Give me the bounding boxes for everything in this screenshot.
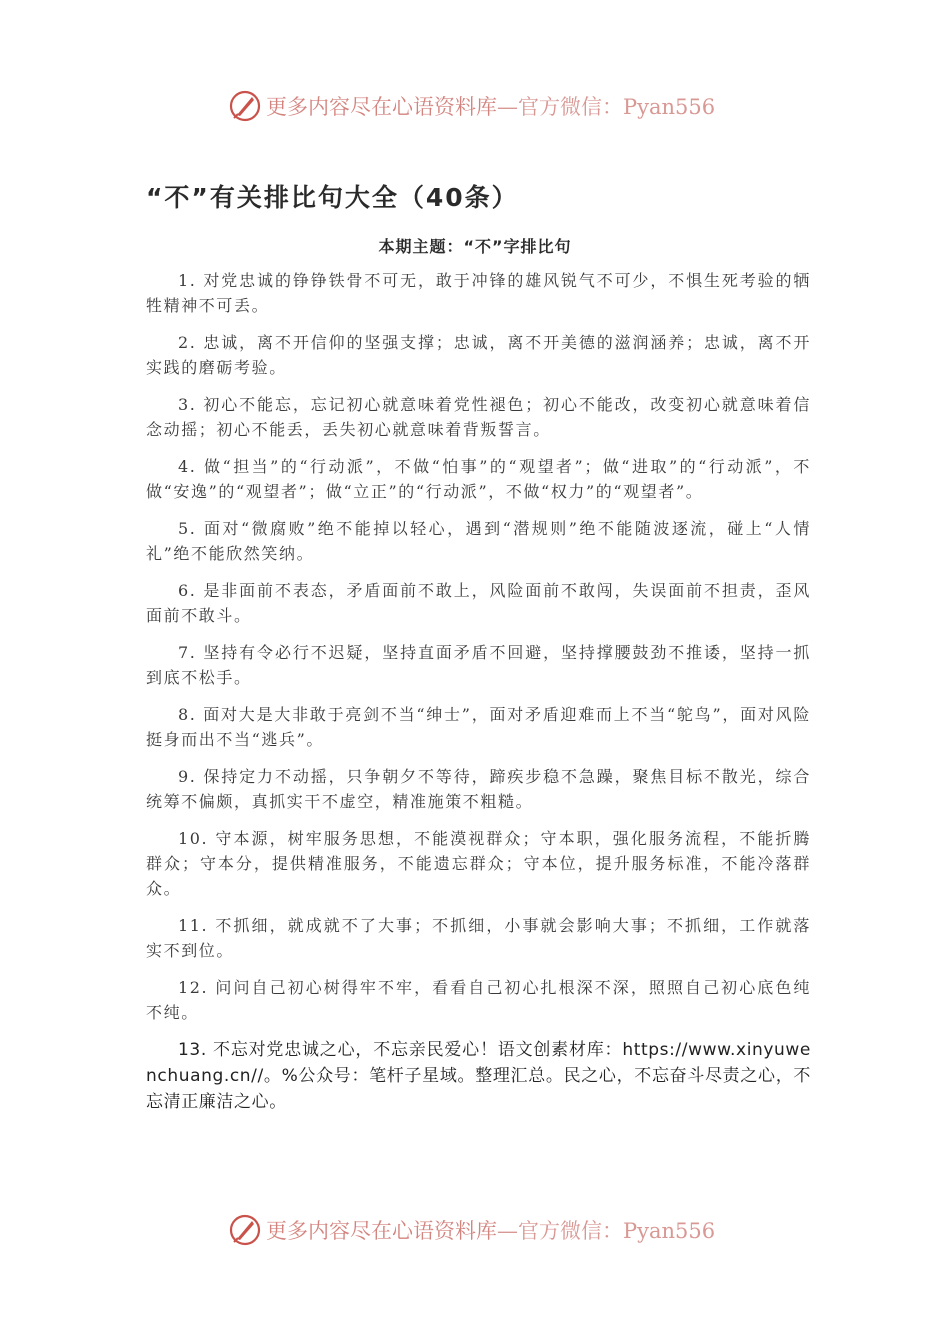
- quill-logo-icon: [228, 89, 262, 123]
- banner-dash: —: [497, 1219, 518, 1243]
- paragraph-9: 9. 保持定力不动摇，只争朝夕不等待，蹄疾步稳不急躁，聚焦目标不散光，综合统筹不偏颇，真抓实干不虚空，精准施策不粗糙。: [146, 767, 811, 811]
- paragraph-13: 13. 不忘对党忠诚之心，不忘亲民爱心！语文创素材库：https://www.xinyuwenchuang.cn//。%公众号：笔杆子星域。整理汇总。民之心，不忘奋斗尽责之心，不忘清正廉洁之心。: [146, 1040, 811, 1112]
- paragraph-10: 10. 守本源，树牢服务思想，不能漠视群众；守本职，强化服务流程，不能折腾群众；守本分，提供精准服务，不能遗忘群众；守本位，提升服务标准，不能冷落群众。: [146, 829, 811, 898]
- page-title: “不”有关排比句大全（40条）: [146, 183, 519, 212]
- banner-dash: —: [497, 95, 518, 119]
- paragraph-5: 5. 面对“微腐败”绝不能掉以轻心，遇到“潜规则”绝不能随波逐流，碰上“人情礼”绝不能欣然笑纳。: [146, 519, 811, 563]
- document-body: [146, 268, 811, 1127]
- paragraph-2: 2. 忠诚，离不开信仰的坚强支撑；忠诚，离不开美德的滋润涵养；忠诚，离不开实践的磨砺考验。: [146, 333, 811, 377]
- paragraph-4: 4. 做“担当”的“行动派”，不做“怕事”的“观望者”；做“进取”的“行动派”，不做“安逸”的“观望者”；做“立正”的“行动派”，不做“权力”的“观望者”。: [146, 457, 811, 501]
- banner-main-text: 更多内容尽在心语资料库: [266, 95, 497, 119]
- paragraph-8: 8. 面对大是大非敢于亮剑不当“绅士”，面对矛盾迎难而上不当“鸵鸟”，面对风险挺身而出不当“逃兵”。: [146, 705, 811, 749]
- paragraph-11: 11. 不抓细，就成就不了大事；不抓细，小事就会影响大事；不抓细，工作就落实不到位。: [146, 916, 811, 960]
- banner-text: [266, 1215, 715, 1245]
- banner-wechat-text: 官方微信：Pyan556: [518, 1219, 716, 1243]
- paragraph-1: 1. 对党忠诚的铮铮铁骨不可无，敢于冲锋的雄风锐气不可少，不惧生死考验的牺牲精神不可丢。: [146, 271, 811, 315]
- paragraph-7: 7. 坚持有令必行不迟疑，坚持直面矛盾不回避，坚持撑腰鼓劲不推诿，坚持一抓到底不松手。: [146, 643, 811, 687]
- banner-main-text: 更多内容尽在心语资料库: [266, 1219, 497, 1243]
- paragraph-12: 12. 问问自己初心树得牢不牢，看看自己初心扎根深不深，照照自己初心底色纯不纯。: [146, 978, 811, 1022]
- banner-wechat-text: 官方微信：Pyan556: [518, 95, 716, 119]
- footer-banner: [228, 1210, 748, 1250]
- paragraph-6: 6. 是非面前不表态，矛盾面前不敢上，风险面前不敢闯，失误面前不担责，歪风面前不敢斗。: [146, 581, 811, 625]
- banner-text: [266, 91, 715, 121]
- paragraph-3: 3. 初心不能忘，忘记初心就意味着党性褪色；初心不能改，改变初心就意味着信念动摇；初心不能丢，丢失初心就意味着背叛誓言。: [146, 395, 811, 439]
- header-banner: [228, 86, 748, 126]
- page-subtitle: 本期主题：“不”字排比句: [378, 237, 572, 256]
- quill-logo-icon: [228, 1213, 262, 1247]
